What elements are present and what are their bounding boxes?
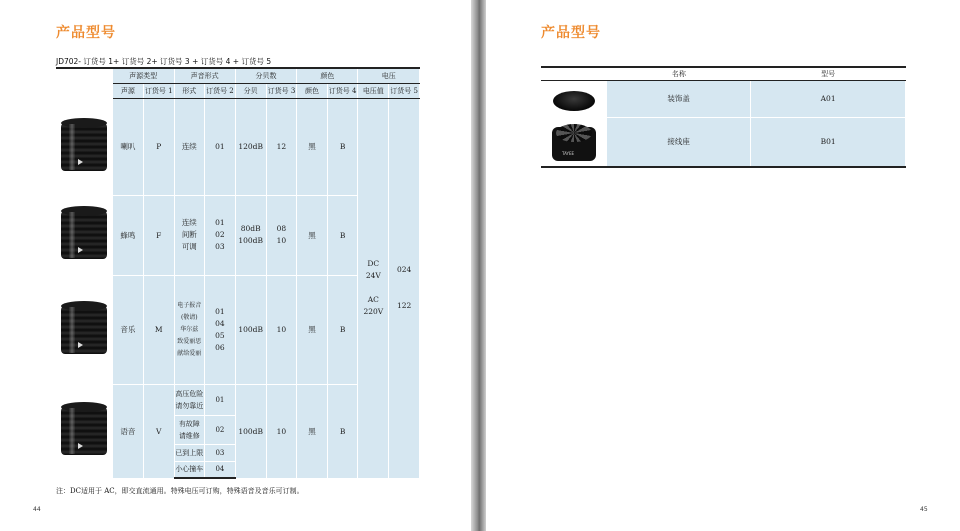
cell-color: 黑	[297, 98, 328, 195]
cell-code3: 12	[266, 98, 297, 195]
cell-model: B01	[751, 117, 906, 167]
cell-code2: 01	[205, 98, 236, 195]
left-page	[0, 0, 471, 531]
sub-header: 订货号 1	[143, 83, 174, 98]
voice-image	[59, 402, 109, 460]
sub-header: 订货号 5	[389, 83, 420, 98]
footnote: 注：DC适用于 AC，即交直流通用。特殊电压可订购，特殊语音及音乐可订制。	[56, 487, 304, 495]
cell-code3: 10	[266, 275, 297, 384]
cell-model: A01	[751, 80, 906, 117]
music-image	[59, 301, 109, 359]
cell-voltage-codes: 024 122	[389, 98, 420, 478]
cell-db: 100dB	[235, 275, 266, 384]
horn-product-image	[56, 98, 113, 195]
horn-image	[59, 118, 109, 176]
header-row	[541, 67, 906, 80]
cell-source: 喇叭	[113, 98, 144, 195]
sub-header: 订货号 4	[327, 83, 358, 98]
buzzer-image	[59, 206, 109, 264]
sub-header-row	[56, 83, 420, 98]
cell-code1: P	[143, 98, 174, 195]
cell-form: 连续	[174, 98, 205, 195]
cell-form: 高压危险 请勿靠近	[174, 384, 205, 415]
cell-form: 小心撞车	[174, 461, 205, 478]
header-model: 型号	[751, 67, 906, 80]
voice-product-image	[56, 384, 113, 478]
cell-source: 音乐	[113, 275, 144, 384]
table-row	[541, 117, 906, 167]
sub-header: 订货号 3	[266, 83, 297, 98]
cell-source: 蜂鸣	[113, 195, 144, 275]
cell-form: 电子报音 (敬请) 华尔兹 致爱丽思 献给爱丽	[174, 275, 205, 384]
cap-product-image	[541, 80, 607, 117]
page-number: 45	[920, 506, 928, 513]
cell-code4: B	[327, 275, 358, 384]
group-header-row	[56, 68, 420, 83]
cell-name: 装饰盖	[607, 80, 751, 117]
cell-db: 100dB	[235, 384, 266, 478]
decorative-cap-image	[551, 87, 597, 111]
terminal-base-image	[550, 121, 598, 163]
cell-name: 接线座	[607, 117, 751, 167]
sub-header: 订货号 2	[205, 83, 236, 98]
header-voltage: 电压	[358, 68, 420, 83]
sub-header: 颜色	[297, 83, 328, 98]
cell-code1: V	[143, 384, 174, 478]
book-spine	[471, 0, 486, 531]
cell-form: 连续 间断 可调	[174, 195, 205, 275]
page-title: 产品型号	[541, 25, 601, 41]
header-name: 名称	[607, 67, 751, 80]
cell-code2: 01	[205, 384, 236, 415]
base-product-image	[541, 117, 607, 167]
brand-logo: TAYEE	[561, 150, 575, 156]
sub-header: 声源	[113, 83, 144, 98]
header-source-type: 声源类型	[113, 68, 174, 83]
cell-code2: 03	[205, 444, 236, 461]
cell-code2: 02	[205, 415, 236, 444]
page-title: 产品型号	[56, 25, 116, 41]
sub-header: 分贝	[235, 83, 266, 98]
cell-color: 黑	[297, 195, 328, 275]
cell-code1: M	[143, 275, 174, 384]
order-formula: JD702- 订货号 1+ 订货号 2+ 订货号 3 + 订货号 4 + 订货号 5	[56, 57, 272, 66]
product-model-table	[56, 67, 420, 479]
cell-code4: B	[327, 384, 358, 478]
cell-code4: B	[327, 195, 358, 275]
cell-voltage-values: DC 24V AC 220V	[358, 98, 389, 478]
cell-code2: 01 02 03	[205, 195, 236, 275]
sub-header: 电压值	[358, 83, 389, 98]
cell-db: 120dB	[235, 98, 266, 195]
cell-code3: 10	[266, 384, 297, 478]
cell-source: 语音	[113, 384, 144, 478]
buzzer-product-image	[56, 195, 113, 275]
header-decibel: 分贝数	[235, 68, 297, 83]
cell-form: 已到上限	[174, 444, 205, 461]
music-product-image	[56, 275, 113, 384]
cell-form: 有故障 请维修	[174, 415, 205, 444]
sub-header: 形式	[174, 83, 205, 98]
page-number: 44	[33, 506, 41, 513]
table-row	[541, 80, 906, 117]
table-row	[56, 98, 420, 195]
accessory-table	[541, 66, 906, 168]
cell-code4: B	[327, 98, 358, 195]
cell-code3: 08 10	[266, 195, 297, 275]
cell-code2: 04	[205, 461, 236, 478]
cell-color: 黑	[297, 384, 328, 478]
cell-code2: 01 04 05 06	[205, 275, 236, 384]
cell-code1: F	[143, 195, 174, 275]
header-sound-form: 声音形式	[174, 68, 235, 83]
header-color: 颜色	[297, 68, 358, 83]
cell-db: 80dB 100dB	[235, 195, 266, 275]
cell-color: 黑	[297, 275, 328, 384]
